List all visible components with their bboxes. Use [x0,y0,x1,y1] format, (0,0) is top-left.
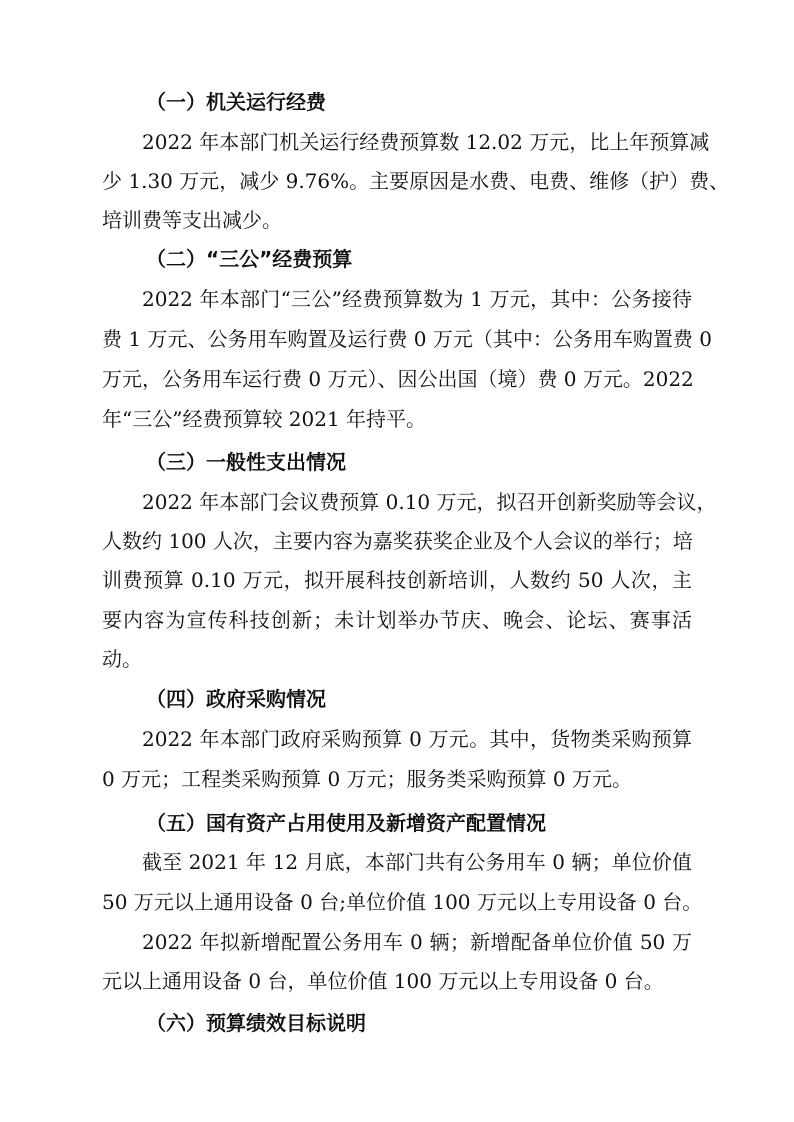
paragraph-line: 训费预算 0.10 万元，拟开展科技创新培训，人数约 50 人次，主 [102,568,692,592]
paragraph-line: 元以上通用设备 0 台，单位价值 100 万元以上专用设备 0 台。 [102,969,664,993]
paragraph-line: 人数约 100 人次，主要内容为嘉奖获奖企业及个人会议的举行；培 [102,529,693,553]
section-heading-2: （二）“三公”经费预算 [146,247,353,271]
paragraph-line: 要内容为宣传科技创新；未计划举办节庆、晚会、论坛、赛事活 [102,608,692,632]
paragraph-line: 50 万元以上通用设备 0 台;单位价值 100 万元以上专用设备 0 台。 [102,890,703,914]
paragraph-line: 截至 2021 年 12 月底，本部门共有公务用车 0 辆；单位价值 [142,850,692,874]
section-heading-4: （四）政府采购情况 [146,687,326,711]
paragraph-line: 2022 年本部门会议费预算 0.10 万元，拟召开创新奖励等会议， [142,490,717,514]
section-heading-5: （五）国有资产占用使用及新增资产配置情况 [146,811,546,835]
section-heading-3: （三）一般性支出情况 [146,450,346,474]
paragraph-line: 2022 年本部门“三公”经费预算数为 1 万元，其中：公务接待 [142,287,692,311]
paragraph-line: 万元，公务用车运行费 0 万元）、因公出国（境）费 0 万元。2022 [102,367,694,391]
paragraph-line: 动。 [102,647,142,671]
paragraph-line: 0 万元；工程类采购预算 0 万元；服务类采购预算 0 万元。 [102,767,632,791]
paragraph-line: 2022 年拟新增配置公务用车 0 辆；新增配备单位价值 50 万 [142,930,692,954]
paragraph-line: 少 1.30 万元，减少 9.76%。主要原因是水费、电费、维修（护）费、 [102,169,730,193]
paragraph-line: 2022 年本部门机关运行经费预算数 12.02 万元，比上年预算减 [142,130,710,154]
paragraph-line: 培训费等支出减少。 [102,208,282,232]
section-heading-6: （六）预算绩效目标说明 [146,1011,366,1035]
paragraph-line: 2022 年本部门政府采购预算 0 万元。其中，货物类采购预算 [142,727,692,751]
section-heading-1: （一）机关运行经费 [146,90,326,114]
paragraph-line: 费 1 万元、公务用车购置及运行费 0 万元（其中：公务用车购置费 0 [102,327,712,351]
paragraph-line: 年“三公”经费预算较 2021 年持平。 [102,407,427,431]
